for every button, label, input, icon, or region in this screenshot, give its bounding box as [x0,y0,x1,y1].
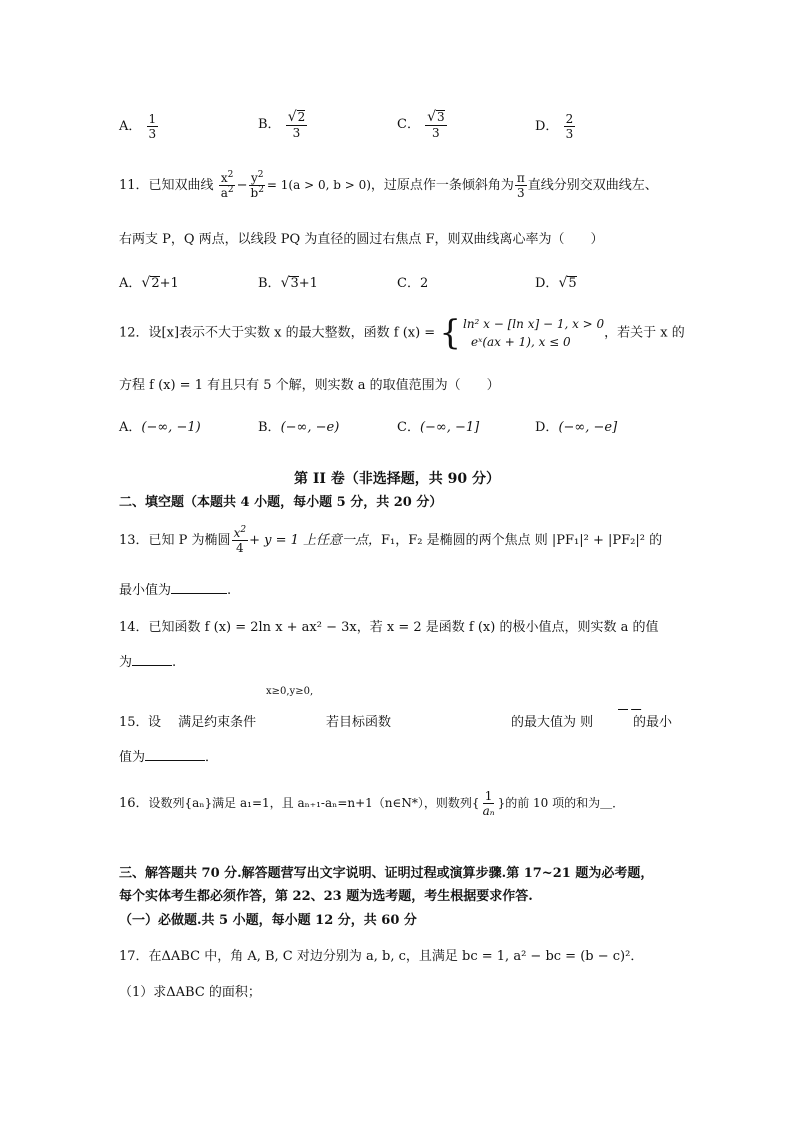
q17-part1: （1）求ΔABC 的面积； [119,985,261,1000]
answer-blank[interactable] [145,760,205,761]
q11-line1: 11．已知双曲线 $\frac{x^2}{a^2}$ − $\frac{y^2}{b^2}$ = 1(a > 0, b > 0)，过原点作一条倾斜角为 $\frac{\pi}{3}$ 直线分别交双曲线左、 [119,170,658,200]
q11-option-a: A．√2+1 [119,275,179,291]
q15-fraction-mark: ⎺ ⎺ [618,709,642,720]
q15-part3: 的最大值为 则 [511,715,594,730]
fraction-pi-3: $\frac{\pi}{3}$ [516,171,525,200]
section3-line1: 三、解答题共 70 分.解答题营写出文字说明、证明过程或演算步骤.第 17~21 题为必考题， [119,866,654,881]
fraction-1-an: $\frac{1}{\text{aₙ}}$ [482,789,495,818]
fraction-x2-4: $\frac{x^2}{4}$ [233,525,247,555]
fraction-y2-b2: $\frac{y^2}{b^2}$ [250,170,264,200]
q17-line1: 17．在ΔABC 中，角 A, B, C 对边分别为 a, b, c，且满足 bc = 1, a² − bc = (b − c)²． [119,949,644,964]
q12-option-a: A．(−∞, −1) [119,420,201,435]
fraction: $\frac{√3}{3}$ [427,109,445,140]
q14-line2: 为 . [119,655,177,670]
q15-number: 15． [119,715,149,730]
q15-line2: 值为 ． [119,750,219,765]
section3-sub: （一）必做题.共 5 小题，每小题 12 分，共 60 分 [119,913,417,928]
q15-part4: 的最小 [633,715,673,730]
q10-option-b: B． $\frac{√2}{3}$ [258,109,306,140]
fraction: $\frac{2}{3}$ [565,112,574,141]
q15-constraint: x≥0,y≥0, [266,686,314,697]
q11-option-c: C．2 [397,276,429,291]
q13-line1: 13．已知 P 为椭圆 $\frac{x^2}{4}$ + y = 1 上任意一点，F₁，F₂ 是椭圆的两个焦点 则 |PF₁|² + |PF₂|² 的 [119,525,663,555]
answer-blank[interactable] [132,665,172,666]
q11-option-b: B．√3+1 [258,275,318,291]
section3-line2: 每个实体考生都必须作答，第 22、23 题为选考题，考生根据要求作答. [119,889,533,904]
q10-option-d: D． $\frac{2}{3}$ [535,112,574,141]
q12-line2: 方程 f (x) = 1 有且只有 5 个解，则实数 a 的取值范围为（ ） [119,378,500,393]
q10-option-a: A． $\frac{1}{3}$ [119,112,157,141]
q12-line1: 12．设[x]表示不大于实数 x 的最大整数，函数 f (x) = { ln² x − [ln x] − 1, x > 0 eˣ(ax + 1), x ≤ 0 ，若关于 x 的 [119,313,685,353]
q15-part2: 若目标函数 [326,715,392,730]
q12-option-d: D．(−∞, −e] [535,420,618,435]
fraction: $\frac{√2}{3}$ [287,109,306,140]
q13-line2: 最小值为 . [119,583,232,598]
q10-option-c: C． $\frac{√3}{3}$ [397,109,445,140]
piecewise-brace: { ln² x − [ln x] − 1, x > 0 eˣ(ax + 1), x ≤ 0 [439,313,605,353]
q12-option-b: B．(−∞, −e) [258,420,340,435]
answer-blank[interactable] [171,593,227,594]
section2-heading: 二、填空题（本题共 4 小题，每小题 5 分，共 20 分） [119,495,443,510]
q11-option-d: D．√5 [535,275,577,291]
part2-title: 第 II 卷（非选择题，共 90 分） [293,471,501,487]
fraction-x2-a2: $\frac{x^2}{a^2}$ [220,170,234,200]
q16-line: 16．设数列{aₙ}满足 a₁=1，且 aₙ₊₁-aₙ=n+1（n∈N*），则数列{ $\frac{1}{\text{aₙ}}$ }的前 10 项的和为＿． [119,789,625,818]
q12-option-c: C．(−∞, −1] [397,420,480,435]
q14-line1: 14．已知函数 f (x) = 2ln x + ax² − 3x，若 x = 2 是函数 f (x) 的极小值点，则实数 a 的值 [119,620,659,635]
q11-line2: 右两支 P，Q 两点，以线段 PQ 为直径的圆过右焦点 F，则双曲线离心率为（ ） [119,232,604,247]
q15-part1: 设 满足约束条件 [148,715,257,730]
fraction: $\frac{1}{3}$ [148,112,157,141]
